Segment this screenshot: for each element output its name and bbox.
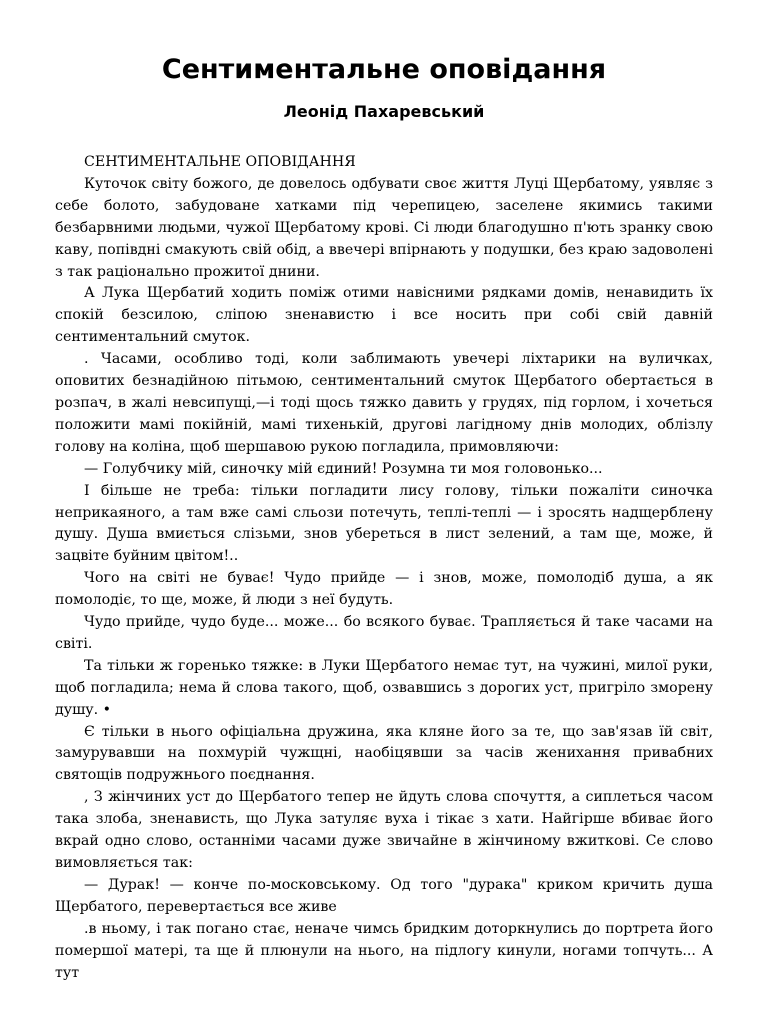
paragraph: — Голубчику мій, синочку мій єдиний! Розумна ти моя головонько...	[84, 460, 603, 477]
paragraph: , З жінчиних уст до Щербатого тепер не йдуть слова спочуття, а сиплеться часом така злоба, зненависть, що Лука затуляє вуха і тікає з хати. Найгірше вбиває його вкрай одно слово, останніми часами дуже звичайне в жінчиному вжиткові. Се слово вимовляється так:	[55, 789, 713, 871]
paragraph: Чого на світі не буває! Чудо прийде — і знов, може, помолодіб душа, а як помолодіє, то ще, може, й люди з неї будуть.	[55, 570, 713, 609]
paragraph: . Часами, особливо тоді, коли заблимають увечері ліхтарики на вуличках, оповитих безнадійною пітьмою, сентиментальний смуток Щербатого обертається в розпач, в жалі невсипущі,—і тоді щось тяжко давить у грудях, під горлом, і хочеться положити мамі покійній, мамі тихенькій, другові лагідному днів молодих, облізлу голову на коліна, щоб шершавою рукою погладила, примовляючи:	[55, 351, 713, 455]
paragraph: Чудо прийде, чудо буде... може... бо всякого буває. Трапляється й таке часами на світі.	[55, 614, 713, 652]
document-body	[55, 152, 713, 984]
paragraph: А Лука Щербатий ходить поміж отими навісними рядками домів, ненавидить їх спокій безсилою, сліпою зненавистю і все носить при собі свій давній сентиментальний смуток.	[55, 285, 713, 346]
paragraph: Є тільки в нього офіціальна дружина, яка кляне його за те, що зав'язав їй світ, замурувавши на похмурій чужщні, наобіцявши за часів женихання привабних святощів подружнього поєднання.	[55, 723, 713, 784]
paragraph: — Дурак! — конче по-московському. Од того "дурака" криком кричить душа Щербатого, перевертається все живе	[55, 876, 713, 915]
paragraph: І більше не треба: тільки погладити лису голову, тільки пожаліти синочка неприкаяного, а там вже самі сльози потечуть, теплі-теплі — і зросять надщерблену душу. Душа вмиється слізьми, знов убереться в лист зелений, а там ще, може, й зацвіте буйним цвітом!..	[55, 482, 713, 565]
paragraph: Куточок світу божого, де довелось одбувати своє життя Луці Щербатому, уявляє з себе болото, забудоване хатками під черепицею, заселене якимись такими безбарвними людьми, чужої Щербатому крові. Сі люди благодушно п'ють зранку свою каву, попівдні смакують свій обід, а ввечері впірнають у подушки, без краю задоволені з так раціонально прожитої днини.	[55, 175, 713, 280]
document-author: Леонід Пахаревський	[283, 102, 485, 121]
paragraph: СЕНТИМЕНТАЛЬНЕ ОПОВІДАННЯ	[84, 154, 356, 170]
paragraph: .в ньому, і так погано стає, неначе чимсь бридким доторкнулись до портрета його помершої матері, та ще й плюнули на нього, на підлогу кинули, ногами топчуть... А тут	[55, 920, 713, 981]
paragraph: Та тільки ж горенько тяжке: в Луки Щербатого немає тут, на чужині, милої руки, щоб погладила; нема й слова такого, щоб, озвавшись з дорогих уст, пригріло зморену душу. •	[55, 657, 713, 718]
document-title: Сентиментальне оповідання	[161, 54, 607, 85]
